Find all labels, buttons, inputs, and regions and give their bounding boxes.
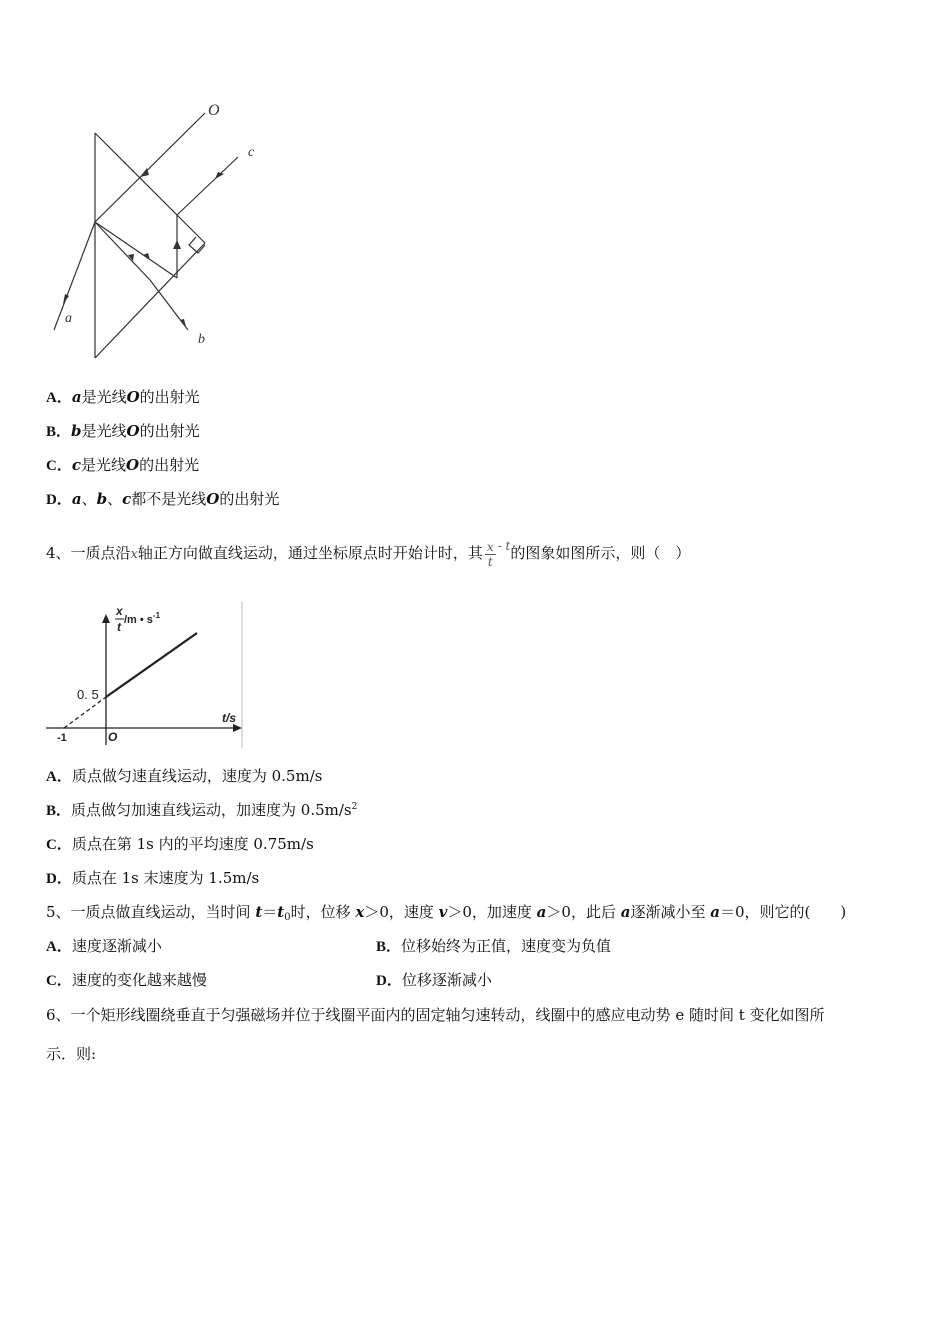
q5-text: ＞0，速度 [364, 903, 439, 921]
option-text: 、 [107, 490, 123, 508]
option-letter: A． [46, 390, 72, 406]
x-axis-arrow [233, 724, 242, 732]
graph-line [106, 633, 197, 697]
var-o: O [126, 388, 140, 406]
var-a: a [710, 903, 720, 921]
arrow-a [63, 294, 69, 304]
q5-option-a [46, 935, 162, 956]
ylabel-num: x [116, 604, 123, 618]
ray-c [177, 157, 238, 215]
prism-upper-edge [95, 133, 205, 243]
q3-option-c [46, 454, 199, 475]
option-text: 是光线 [81, 388, 127, 406]
frac-denominator: t [487, 554, 493, 569]
ylabel-unit: /m • $s^{-1}$ [124, 611, 161, 626]
q4-option-b [46, 799, 357, 820]
var-o: O [126, 456, 140, 474]
arrow-c [215, 172, 224, 179]
var-a: a [620, 903, 631, 921]
ray-a [54, 222, 95, 330]
option-text: 的出射光 [139, 422, 200, 440]
var-t0-subscript: 0 [284, 912, 291, 923]
label-b: b [198, 332, 205, 347]
y-axis-arrow [102, 614, 110, 623]
option-text: 是光线 [81, 422, 127, 440]
q3-option-d [46, 488, 279, 509]
q4-dash-t: - t [497, 539, 511, 553]
arrow-b [180, 319, 186, 327]
label-a: a [65, 311, 72, 326]
option-letter: C． [46, 973, 72, 989]
q6-stem-line2: 示．则: [46, 1045, 97, 1063]
option-letter: B． [46, 424, 72, 440]
q5-text: 逐渐减小至 [630, 903, 711, 921]
q4-stem [46, 530, 690, 571]
label-c: c [248, 145, 255, 160]
var-a: a [536, 903, 547, 921]
option-letter: B． [376, 939, 402, 955]
ylabel-den: t [117, 620, 121, 634]
q4-text: 轴正方向做直线运动，通过坐标原点时开始计时，其 [137, 544, 483, 562]
option-text: 质点做匀速直线运动，速度为 0.5m/s [71, 767, 323, 785]
option-letter: A． [46, 769, 72, 785]
q5-option-d [376, 969, 492, 990]
option-text: 位移始终为正值，速度变为负值 [401, 937, 612, 955]
q5-text: 5、一质点做直线运动，当时间 [46, 903, 256, 921]
var-c: c [122, 490, 132, 508]
q4-option-a [46, 765, 322, 786]
ray-o [95, 113, 205, 222]
option-text: 、 [81, 490, 97, 508]
var-v: v [438, 903, 448, 921]
option-text: 位移逐渐减小 [401, 971, 492, 989]
q5-text: ＞0，加速度 [447, 903, 537, 921]
q5-option-c [46, 969, 207, 990]
var-o: O [206, 490, 220, 508]
q4-option-c [46, 833, 314, 854]
option-letter: D． [46, 871, 72, 887]
arrow-up [173, 240, 181, 249]
option-letter: C． [46, 837, 72, 853]
q5-text: ＝0，则它的( ) [719, 903, 847, 921]
option-text: 质点在第 1s 内的平均速度 0.75m/s [71, 835, 314, 853]
q4-option-d [46, 867, 259, 888]
q5-text: ＞0，此后 [546, 903, 621, 921]
var-t: t [255, 903, 263, 921]
q6-stem-line1: 6、一个矩形线圈绕垂直于匀强磁场并位于线圈平面内的固定轴匀速转动，线圈中的感应电动势 e 随时间 t 变化如图所 [46, 1006, 825, 1024]
origin-label: O [108, 730, 118, 744]
option-text: 速度的变化越来越慢 [71, 971, 207, 989]
option-letter: D． [376, 973, 402, 989]
option-letter: A． [46, 939, 72, 955]
q5-text: ＝ [262, 903, 278, 921]
xt-graph [44, 600, 244, 750]
intercept-label: 0. 5 [77, 687, 99, 702]
neg-one-label: -1 [57, 732, 67, 744]
q3-option-a [46, 386, 200, 407]
option-letter: D． [46, 492, 72, 508]
option-text: 质点在 1s 末速度为 1.5m/s [71, 869, 260, 887]
ray-inner-1 [95, 222, 177, 278]
q4-text: 4、一质点沿 [46, 544, 131, 562]
option-text: 速度逐渐减小 [71, 937, 162, 955]
q3-option-b [46, 420, 200, 441]
var-b: b [71, 422, 82, 440]
option-superscript: 2 [351, 802, 358, 812]
var-t0: t [277, 903, 285, 921]
q5-stem [46, 901, 846, 923]
q4-text: 的图象如图所示，则（ ） [510, 544, 691, 562]
q5-text: 时，位移 [290, 903, 356, 921]
var-a: a [71, 490, 82, 508]
var-o: O [126, 422, 140, 440]
xlabel: t/s [222, 711, 237, 725]
q5-option-b [376, 935, 611, 956]
var-c: c [71, 456, 81, 474]
q4-axis: x [130, 547, 138, 562]
label-o: O [208, 102, 220, 119]
option-letter: C． [46, 458, 72, 474]
arrow-inner-1 [143, 253, 150, 260]
option-text: 的出射光 [139, 456, 200, 474]
ray-inner-2 [95, 222, 150, 280]
option-letter: B． [46, 803, 72, 819]
option-text: 质点做匀加速直线运动，加速度为 0.5m/s [71, 801, 352, 819]
option-text: 都不是光线 [131, 490, 207, 508]
var-b: b [96, 490, 108, 508]
frac-numerator: x [486, 539, 494, 554]
option-text: 是光线 [80, 456, 126, 474]
var-x: x [355, 903, 365, 921]
var-a: a [71, 388, 82, 406]
option-text: 的出射光 [139, 388, 200, 406]
option-text: 的出射光 [219, 490, 280, 508]
q4-fraction [485, 540, 496, 569]
prism-ray-diagram [40, 95, 280, 370]
